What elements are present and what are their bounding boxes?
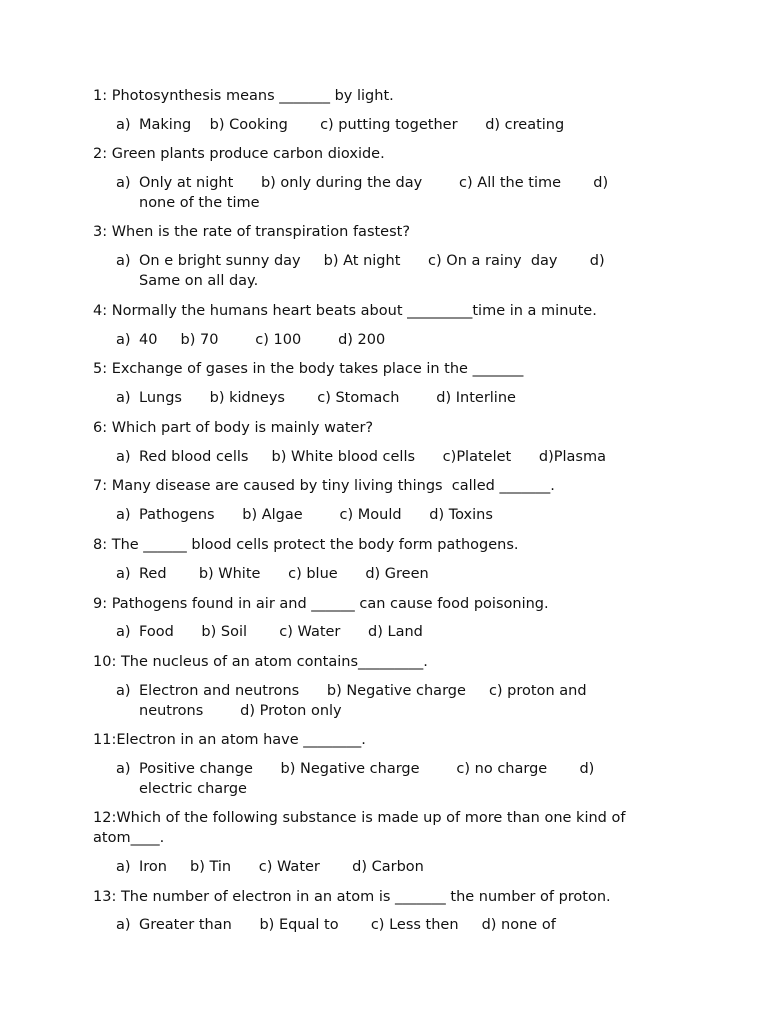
question-1-options — [116, 115, 646, 135]
question-9-options — [116, 622, 646, 642]
question-1: 1: Photosynthesis means _______ by light. — [93, 88, 394, 104]
question-3: 3: When is the rate of transpiration fastest? — [93, 224, 411, 240]
option-text: Positive change b) Negative charge c) no charge d) electric charge — [139, 761, 599, 797]
question-4-options — [116, 330, 646, 350]
option-text: Electron and neutrons b) Negative charge c) proton and neutrons d) Proton only — [139, 683, 592, 719]
option-marker: a) — [116, 917, 131, 933]
option-text: 40 b) 70 c) 100 d) 200 — [139, 332, 386, 348]
option-text: Red b) White c) blue d) Green — [139, 566, 429, 582]
question-12: 12:Which of the following substance is made up of more than one kind of atom____. — [93, 810, 631, 846]
option-text: Greater than b) Equal to c) Less then d) none of — [139, 917, 556, 933]
option-text: Food b) Soil c) Water d) Land — [139, 624, 423, 640]
question-8-options — [116, 564, 646, 584]
option-text: Only at night b) only during the day c) All the time d) none of the time — [139, 175, 613, 211]
option-marker: a) — [116, 390, 131, 406]
option-text: Pathogens b) Algae c) Mould d) Toxins — [139, 507, 493, 523]
question-4: 4: Normally the humans heart beats about _________time in a minute. — [93, 303, 597, 319]
option-text: Iron b) Tin c) Water d) Carbon — [139, 859, 424, 875]
option-marker: a) — [116, 566, 131, 582]
option-marker: a) — [116, 624, 131, 640]
question-13: 13: The number of electron in an atom is _______ the number of proton. — [93, 889, 611, 905]
option-text: Red blood cells b) White blood cells c)Platelet d)Plasma — [139, 449, 606, 465]
question-7: 7: Many disease are caused by tiny living things called _______. — [93, 478, 555, 494]
question-6: 6: Which part of body is mainly water? — [93, 420, 374, 436]
question-9: 9: Pathogens found in air and ______ can cause food poisoning. — [93, 596, 549, 612]
question-7-options — [116, 505, 646, 525]
question-12-options — [116, 857, 646, 877]
question-3-options — [116, 251, 646, 291]
option-marker: a) — [116, 859, 131, 875]
question-10: 10: The nucleus of an atom contains_________. — [93, 654, 428, 670]
option-marker: a) — [116, 253, 131, 269]
question-5-options — [116, 388, 646, 408]
question-8: 8: The ______ blood cells protect the body form pathogens. — [93, 537, 519, 553]
question-13-options — [116, 915, 646, 935]
question-2: 2: Green plants produce carbon dioxide. — [93, 146, 385, 162]
question-11: 11:Electron in an atom have ________. — [93, 732, 366, 748]
question-5: 5: Exchange of gases in the body takes place in the _______ — [93, 361, 524, 377]
option-marker: a) — [116, 175, 131, 191]
question-10-options — [116, 681, 646, 721]
option-marker: a) — [116, 683, 131, 699]
option-marker: a) — [116, 332, 131, 348]
option-marker: a) — [116, 507, 131, 523]
option-text: Lungs b) kidneys c) Stomach d) Interline — [139, 390, 516, 406]
option-marker: a) — [116, 761, 131, 777]
question-11-options — [116, 759, 646, 799]
question-2-options — [116, 173, 646, 213]
question-6-options — [116, 447, 646, 467]
option-text: Making b) Cooking c) putting together d) creating — [139, 117, 565, 133]
option-text: On e bright sunny day b) At night c) On a rainy day d) Same on all day. — [139, 253, 610, 289]
option-marker: a) — [116, 449, 131, 465]
option-marker: a) — [116, 117, 131, 133]
